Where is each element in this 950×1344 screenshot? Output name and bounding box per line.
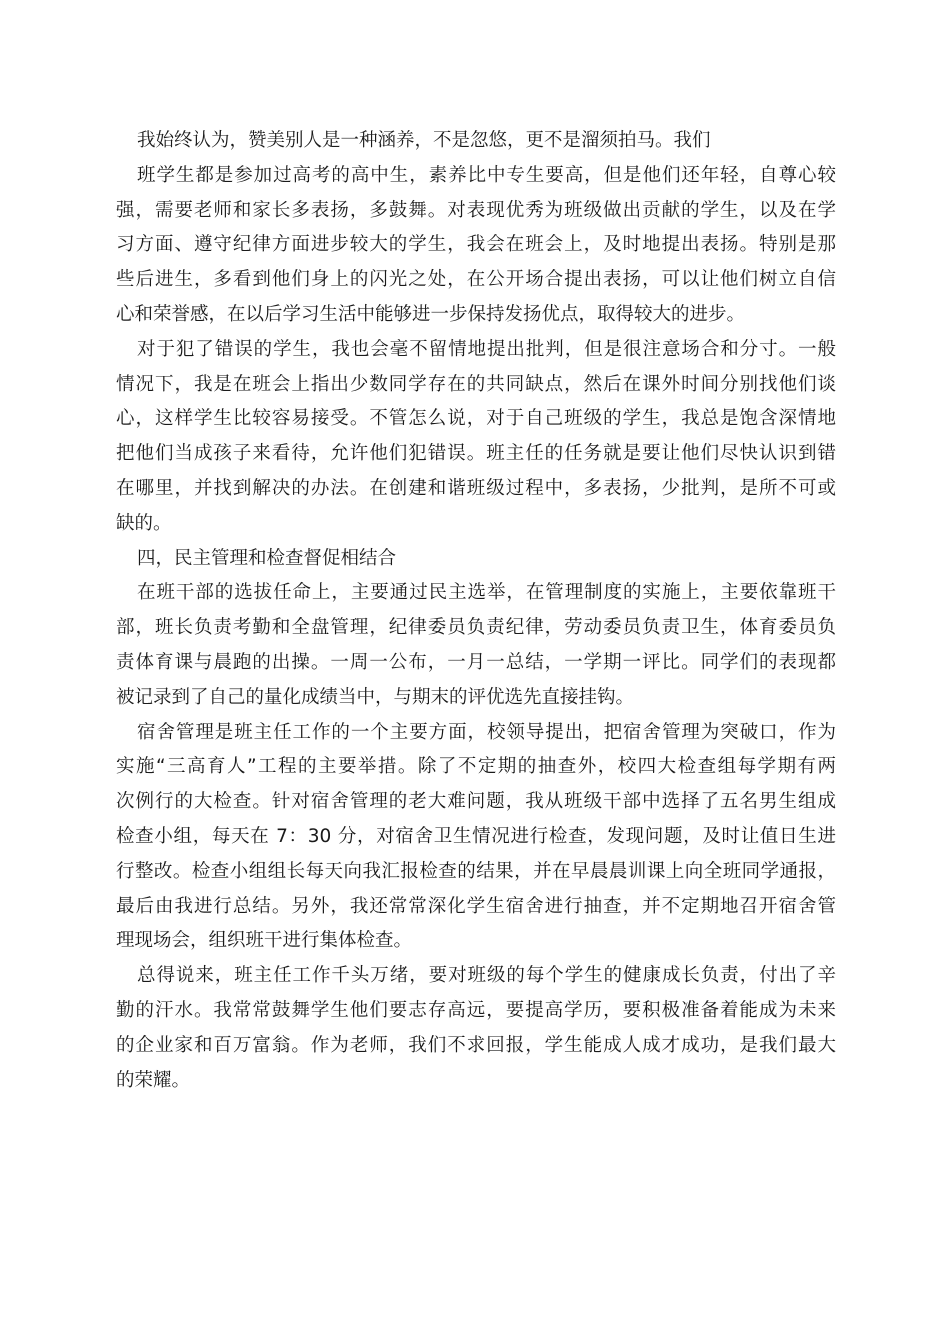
text-line: 些后进生，多看到他们身上的闪光之处，在公开场合提出表扬，可以让他们树立自信 [116,269,836,291]
text-line: 心，这样学生比较容易接受。不管怎么说，对于自己班级的学生，我总是饱含深情地 [116,408,836,430]
text-line: 在哪里，并找到解决的办法。在创建和谐班级过程中，多表扬，少批判，是所不可或 [116,477,836,499]
text-line: 行整改。检查小组组长每天向我汇报检查的结果，并在早晨晨训课上向全班同学通报， [116,860,836,882]
text-line: 把他们当成孩子来看待，允许他们犯错误。班主任的任务就是要让他们尽快认识到错 [116,443,836,465]
text-line: 总得说来，班主任工作千头万绪，要对班级的每个学生的健康成长负责，付出了辛 [137,965,836,987]
text-line: 实施“三高育人”工程的主要举措。除了不定期的抽查外，校四大检查组每学期有两 [116,756,836,778]
text-line: 宿舍管理是班主任工作的一个主要方面，校领导提出，把宿舍管理为突破口，作为 [137,721,836,743]
text-line: 被记录到了自己的量化成绩当中，与期末的评优选先直接挂钩。 [116,686,635,708]
text-line: 情况下，我是在班会上指出少数同学存在的共同缺点，然后在课外时间分别找他们谈 [116,373,836,395]
text-line: 责体育课与晨跑的出操。一周一公布，一月一总结，一学期一评比。同学们的表现都 [116,651,836,673]
body-text [116,124,836,1098]
text-line: 我始终认为，赞美别人是一种涵养，不是忽悠，更不是溜须拍马。我们 [137,130,711,151]
text-line: 缺的。 [116,512,172,534]
text-line: 强，需要老师和家长多表扬，多鼓舞。对表现优秀为班级做出贡献的学生，以及在学 [116,199,836,221]
text-line: 对于犯了错误的学生，我也会毫不留情地提出批判，但是很注意场合和分寸。一般 [137,338,836,360]
text-line: 在班干部的选拔任命上，主要通过民主选举，在管理制度的实施上，主要依靠班干 [137,582,836,604]
text-line: 部，班长负责考勤和全盘管理，纪律委员负责纪律，劳动委员负责卫生，体育委员负 [116,617,836,639]
text-line: 最后由我进行总结。另外，我还常常深化学生宿舍进行抽查，并不定期地召开宿舍管 [116,895,836,917]
text-line: 的荣耀。 [116,1069,191,1091]
text-line: 勤的汗水。我常常鼓舞学生他们要志存高远，要提高学历，要积极准备着能成为未来 [116,999,836,1021]
text-line: 理现场会，组织班干进行集体检查。 [116,930,413,952]
text-line: 四，民主管理和检查督促相结合 [137,547,397,569]
text-line: 次例行的大检查。针对宿舍管理的老大难问题，我从班级干部中选择了五名男生组成 [116,791,836,813]
text-line: 的企业家和百万富翁。作为老师，我们不求回报，学生能成人成才成功，是我们最大 [116,1034,836,1056]
text-line: 习方面、遵守纪律方面进步较大的学生，我会在班会上，及时地提出表扬。特别是那 [116,234,836,256]
text-line: 班学生都是参加过高考的高中生，素养比中专生要高，但是他们还年轻，自尊心较 [137,164,836,186]
text-line: 检查小组，每天在 7：30 分，对宿舍卫生情况进行检查，发现问题，及时让值日生进 [116,825,836,847]
text-line: 心和荣誉感，在以后学习生活中能够进一步保持发扬优点，取得较大的进步。 [116,303,746,325]
